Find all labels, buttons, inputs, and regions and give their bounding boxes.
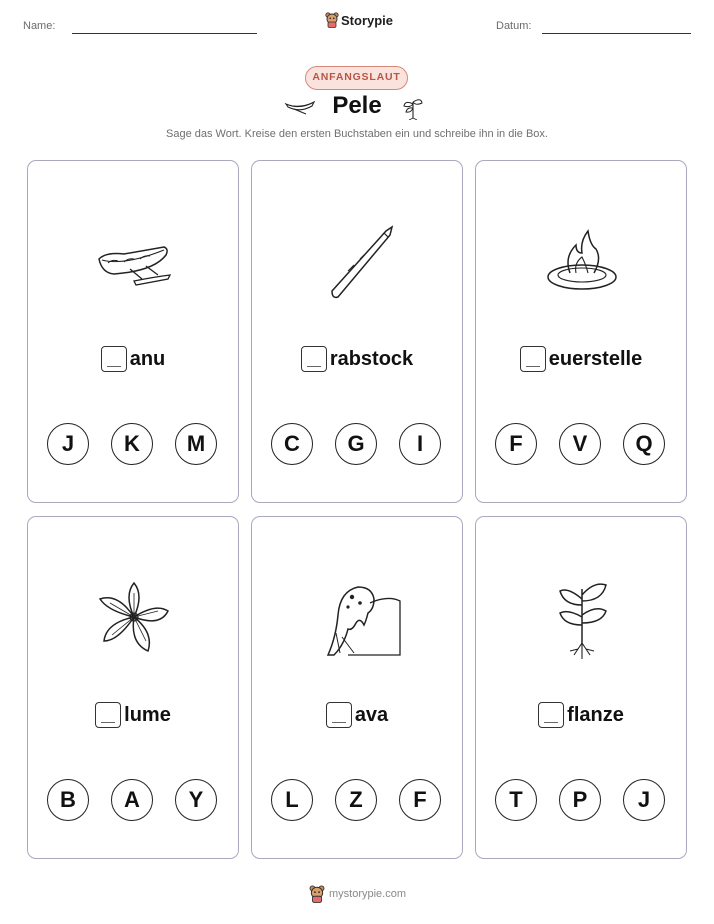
letter-choice[interactable]: A [111,779,153,821]
answer-box[interactable] [326,702,352,728]
word-ending: lume [124,703,171,726]
date-field[interactable] [542,33,691,34]
answer-box[interactable] [538,702,564,728]
word-card [251,160,463,503]
letter-choice[interactable]: M [175,423,217,465]
answer-box[interactable] [95,702,121,728]
word-ending: rabstock [329,347,414,370]
footer [309,885,406,903]
answer-box[interactable] [301,346,327,372]
letter-choice[interactable]: B [47,779,89,821]
word-card [475,160,687,503]
brand-logo [325,12,393,28]
word-row [476,346,686,372]
name-label: Name: [23,20,56,32]
word-row [476,702,686,728]
fire-pit-icon [532,219,632,309]
word-card [27,516,239,859]
word-card [27,160,239,503]
letter-choice[interactable]: K [111,423,153,465]
word-ending: euerstelle [548,347,643,370]
word-ending: anu [129,347,166,370]
letter-choice[interactable]: G [335,423,377,465]
bear-logo-icon [309,885,325,903]
letter-choice[interactable]: F [495,423,537,465]
letter-choice[interactable]: I [399,423,441,465]
letter-choice[interactable]: Z [335,779,377,821]
word-card [251,516,463,859]
answer-box[interactable] [101,346,127,372]
instructions: Sage das Wort. Kreise den ersten Buchstaben ein und schreibe ihn in die Box. [166,128,548,140]
letter-choice[interactable]: J [623,779,665,821]
letter-choice[interactable]: J [47,423,89,465]
sprout-icon [401,94,425,120]
word-row [252,346,462,372]
category-badge: ANFANGSLAUT [305,66,408,90]
letter-choice[interactable]: C [271,423,313,465]
sprout-icon [532,575,632,665]
footer-url: mystorypie.com [329,888,407,900]
word-row [252,702,462,728]
brand-name: Storypie [341,12,394,28]
canoe-icon [84,219,184,309]
date-label: Datum: [496,20,532,32]
title-row [0,92,714,122]
lava-icon [308,575,408,665]
word-row [28,346,238,372]
word-ending: ava [354,703,389,726]
name-field[interactable] [72,33,257,34]
flower-icon [84,575,184,665]
word-row [28,702,238,728]
letter-choice[interactable]: T [495,779,537,821]
letter-choice[interactable]: Q [623,423,665,465]
letter-choice[interactable]: L [271,779,313,821]
word-ending: flanze [567,703,624,726]
letter-choice[interactable]: P [559,779,601,821]
letter-choice[interactable]: V [559,423,601,465]
page-title: Pele [332,92,382,119]
bear-logo-icon [325,12,339,28]
stick-icon [308,219,408,309]
answer-box[interactable] [520,346,546,372]
word-card [475,516,687,859]
letter-choice[interactable]: F [399,779,441,821]
letter-choice[interactable]: Y [175,779,217,821]
